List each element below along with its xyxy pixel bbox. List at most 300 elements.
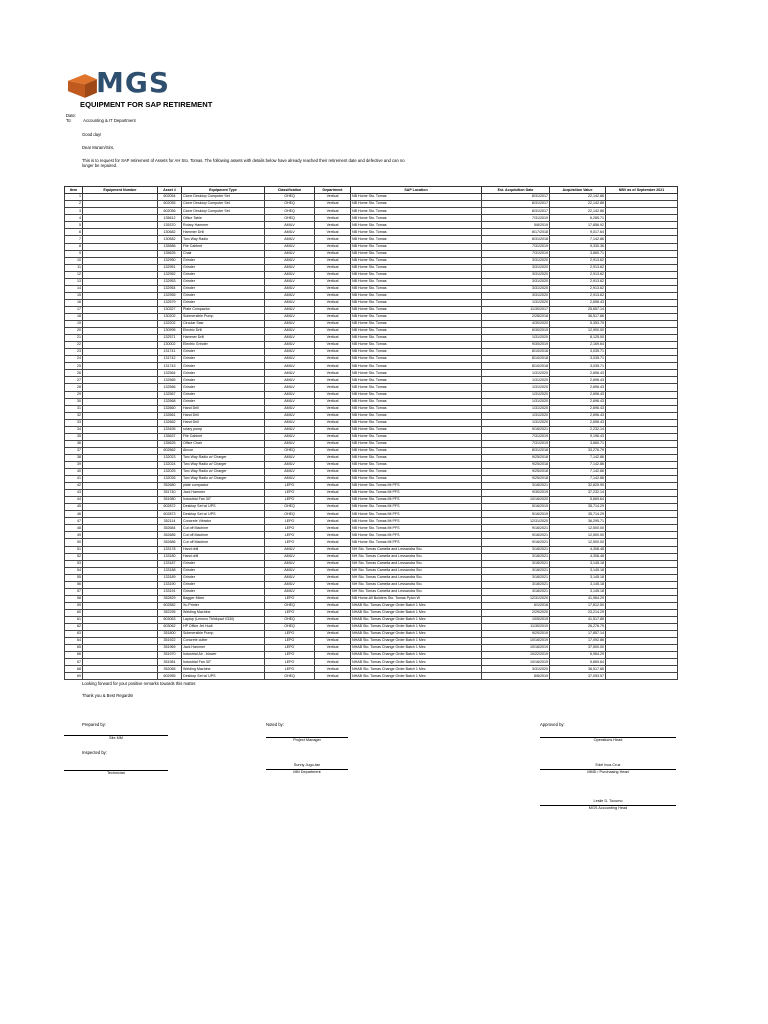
classification-cell: OHEQ bbox=[265, 194, 315, 201]
nbv-value-cell bbox=[606, 476, 678, 483]
nbv-value-cell bbox=[606, 250, 678, 257]
equipment-number-cell bbox=[83, 546, 158, 553]
acquisition-date-cell: 12/31/2020 bbox=[482, 595, 550, 602]
department-cell: Vertical bbox=[315, 236, 351, 243]
classification-cell: AMILV bbox=[265, 363, 315, 370]
classification-cell: AMILV bbox=[265, 419, 315, 426]
acquisition-date-cell: 8/31/2017 bbox=[482, 201, 550, 208]
acquisition-date-cell: 3/31/2020 bbox=[482, 264, 550, 271]
classification-cell: OHEQ bbox=[265, 208, 315, 215]
approved-title: Operations Head bbox=[593, 738, 623, 742]
department-cell: Vertical bbox=[315, 405, 351, 412]
classification-cell: AMILV bbox=[265, 349, 315, 356]
department-cell: Vertical bbox=[315, 398, 351, 405]
nbv-value-cell bbox=[606, 321, 678, 328]
body-line: This is to request for SAP retirement of Assets for AH Sto. Tomas. The following assets with details below have already reached their retirement date and defective and can no bbox=[82, 158, 405, 163]
equipment-type-cell: Rotary Hammer bbox=[182, 222, 265, 229]
equipment-number-cell bbox=[83, 433, 158, 440]
table-body bbox=[65, 194, 678, 680]
asset-number-cell: 602056 bbox=[158, 208, 182, 215]
classification-cell: AMILV bbox=[265, 567, 315, 574]
equipment-type-cell: Grinder bbox=[182, 264, 265, 271]
asset-number-cell: 351981 bbox=[158, 659, 182, 666]
acquisition-value-cell: 4,308.48 bbox=[550, 546, 606, 553]
acquisition-value-cell: 41,964.29 bbox=[550, 595, 606, 602]
equipment-number-cell bbox=[83, 532, 158, 539]
table-row bbox=[65, 553, 678, 560]
asset-number-cell: 133188 bbox=[158, 567, 182, 574]
nbv-value-cell bbox=[606, 306, 678, 313]
item-number-cell: 14 bbox=[65, 285, 83, 292]
nbv-value-cell bbox=[606, 236, 678, 243]
asset-number-cell: 132566 bbox=[158, 384, 182, 391]
acquisition-value-cell: 17,857.14 bbox=[550, 631, 606, 638]
acquisition-value-cell: 36,517.86 bbox=[550, 313, 606, 320]
classification-cell: AMILV bbox=[265, 243, 315, 250]
equipment-type-cell: Industrial Fan 30" bbox=[182, 659, 265, 666]
acquisition-value-cell: 2,913.62 bbox=[550, 257, 606, 264]
asset-number-cell: 132955 bbox=[158, 292, 182, 299]
department-cell: Vertical bbox=[315, 476, 351, 483]
asset-number-cell: 133178 bbox=[158, 546, 182, 553]
asset-number-cell: 603063 bbox=[158, 617, 182, 624]
equipment-type-cell: Aircon bbox=[182, 447, 265, 454]
item-number-cell: 53 bbox=[65, 560, 83, 567]
nbv-value-cell bbox=[606, 567, 678, 574]
table-row bbox=[65, 384, 678, 391]
acquisition-date-cell: 8/10/2018 bbox=[482, 349, 550, 356]
nbv-value-cell bbox=[606, 299, 678, 306]
acquisition-value-cell: 7,142.86 bbox=[550, 461, 606, 468]
nbv-value-cell bbox=[606, 560, 678, 567]
equipment-number-cell bbox=[83, 490, 158, 497]
department-cell: Vertical bbox=[315, 532, 351, 539]
table-row bbox=[65, 377, 678, 384]
asset-number-cell: 130995 bbox=[158, 328, 182, 335]
acquisition-value-cell: 17,092.86 bbox=[550, 638, 606, 645]
classification-cell: AMILV bbox=[265, 454, 315, 461]
equipment-type-cell: Grinder bbox=[182, 588, 265, 595]
classification-cell: AMILV bbox=[265, 426, 315, 433]
nbv-value-cell bbox=[606, 433, 678, 440]
nbv-value-cell bbox=[606, 447, 678, 454]
sap-location-cell: NB Home Sto. Tomas Mt PFS bbox=[351, 539, 482, 546]
nbv-value-cell bbox=[606, 483, 678, 490]
classification-cell: LEPO bbox=[265, 609, 315, 616]
item-number-cell: 64 bbox=[65, 638, 83, 645]
department-cell: Vertical bbox=[315, 454, 351, 461]
equipment-number-cell bbox=[83, 447, 158, 454]
sap-location-cell: NB Home Sto. Tomas Mt PFS bbox=[351, 518, 482, 525]
asset-number-cell: 133191 bbox=[158, 588, 182, 595]
body-paragraph bbox=[82, 158, 452, 168]
item-number-cell: 54 bbox=[65, 567, 83, 574]
equipment-type-cell: Plate Compactor bbox=[182, 306, 265, 313]
asset-number-cell: 352295 bbox=[158, 609, 182, 616]
column-header: NBV as of September 2021 bbox=[606, 187, 678, 194]
nbv-value-cell bbox=[606, 518, 678, 525]
asset-number-cell: 135625 bbox=[158, 250, 182, 257]
item-number-cell: 8 bbox=[65, 243, 83, 250]
acquisition-date-cell: 8/31/2018 bbox=[482, 447, 550, 454]
acquisition-date-cell: 3/18/2021 bbox=[482, 567, 550, 574]
asset-number-cell: 132565 bbox=[158, 377, 182, 384]
equipment-number-cell bbox=[83, 243, 158, 250]
asset-number-cell: 132950 bbox=[158, 257, 182, 264]
equipment-type-cell: Cut off Machine bbox=[182, 532, 265, 539]
acquisition-date-cell: 2/29/2020 bbox=[482, 609, 550, 616]
sap-location-cell: NB Home Sto. Tomas bbox=[351, 229, 482, 236]
equipment-number-cell bbox=[83, 292, 158, 299]
acquisition-value-cell: 2,913.62 bbox=[550, 285, 606, 292]
table-row bbox=[65, 638, 678, 645]
item-number-cell: 50 bbox=[65, 539, 83, 546]
classification-cell: AMILV bbox=[265, 433, 315, 440]
classification-cell: LEPO bbox=[265, 638, 315, 645]
item-number-cell: 16 bbox=[65, 299, 83, 306]
classification-cell: OHEQ bbox=[265, 617, 315, 624]
item-number-cell: 9 bbox=[65, 250, 83, 257]
item-number-cell: 43 bbox=[65, 490, 83, 497]
equipment-number-cell bbox=[83, 638, 158, 645]
equipment-type-cell: Industrial Fan 30" bbox=[182, 497, 265, 504]
acquisition-value-cell: 2,696.43 bbox=[550, 398, 606, 405]
sap-location-cell: NHAB Sto. Tomas Change Order Batch 1 Mec bbox=[351, 645, 482, 652]
acquisition-value-cell: 5,669.64 bbox=[550, 659, 606, 666]
department-cell: Vertical bbox=[315, 581, 351, 588]
equipment-type-cell: Hand Drill bbox=[182, 419, 265, 426]
sap-location-cell: NB Home Sto. Tomas Mt PFS bbox=[351, 483, 482, 490]
equipment-type-cell: Two Way Radio w/ Charger bbox=[182, 454, 265, 461]
item-number-cell: 37 bbox=[65, 447, 83, 454]
classification-cell: AMILV bbox=[265, 391, 315, 398]
item-number-cell: 10 bbox=[65, 257, 83, 264]
nbv-value-cell bbox=[606, 335, 678, 342]
classification-cell: AMILV bbox=[265, 370, 315, 377]
equipment-number-cell bbox=[83, 581, 158, 588]
equipment-number-cell bbox=[83, 342, 158, 349]
department-cell: Vertical bbox=[315, 645, 351, 652]
item-number-cell: 36 bbox=[65, 440, 83, 447]
asset-number-cell: 132951 bbox=[158, 264, 182, 271]
equipment-type-cell: Two Way Radio w/ Charger bbox=[182, 461, 265, 468]
acquisition-date-cell: 9/16/2021 bbox=[482, 539, 550, 546]
acquisition-date-cell: 7/31/2019 bbox=[482, 243, 550, 250]
asset-number-cell: 351740 bbox=[158, 490, 182, 497]
column-header: Equipment Type bbox=[182, 187, 265, 194]
item-number-cell: 25 bbox=[65, 363, 83, 370]
department-cell: Vertical bbox=[315, 560, 351, 567]
asset-number-cell: 132662 bbox=[158, 419, 182, 426]
nbv-value-cell bbox=[606, 384, 678, 391]
sap-location-cell: NB Home Sto. Tomas Mt PFS bbox=[351, 504, 482, 511]
acquisition-value-cell: 3,035.71 bbox=[550, 363, 606, 370]
table-row bbox=[65, 525, 678, 532]
table-row bbox=[65, 222, 678, 229]
table-row bbox=[65, 363, 678, 370]
department-cell: Vertical bbox=[315, 349, 351, 356]
acquisition-date-cell: 8/17/2018 bbox=[482, 229, 550, 236]
sap-location-cell: NHAB Sto. Tomas Change Order Batch 1 Mec bbox=[351, 652, 482, 659]
department-cell: Vertical bbox=[315, 511, 351, 518]
equipment-number-cell bbox=[83, 398, 158, 405]
department-cell: Vertical bbox=[315, 321, 351, 328]
sap-location-cell: NB Home Sto. Tomas bbox=[351, 419, 482, 426]
equipment-number-cell bbox=[83, 469, 158, 476]
nbv-value-cell bbox=[606, 405, 678, 412]
acquisition-date-cell: 9/30/2019 bbox=[482, 342, 550, 349]
department-cell: Vertical bbox=[315, 553, 351, 560]
classification-cell: AMILV bbox=[265, 574, 315, 581]
acquisition-date-cell: 8/31/2017 bbox=[482, 208, 550, 215]
acquisition-value-cell: 37,053.57 bbox=[550, 673, 606, 680]
department-cell: Vertical bbox=[315, 631, 351, 638]
asset-number-cell: 132953 bbox=[158, 278, 182, 285]
equipment-type-cell: Electric Drill bbox=[182, 328, 265, 335]
table-row bbox=[65, 617, 678, 624]
equipment-type-cell: Submersible Pump bbox=[182, 313, 265, 320]
acquisition-date-cell: 9/30/2019 bbox=[482, 490, 550, 497]
sap-location-cell: NHAB Sto. Tomas Change Order Batch 1 Mec bbox=[351, 631, 482, 638]
sap-location-cell: NH Sto. Tomas Camella and Lessandra Sto. bbox=[351, 560, 482, 567]
acquisition-date-cell: 11/30/2019 bbox=[482, 624, 550, 631]
equipment-number-cell bbox=[83, 356, 158, 363]
nbv-value-cell bbox=[606, 673, 678, 680]
sap-location-cell: NB Home Sto. Tomas bbox=[351, 257, 482, 264]
equipment-type-cell: Laptop (Lenovo Thinkpad V330) bbox=[182, 617, 265, 624]
acquisition-value-cell: 36,517.86 bbox=[550, 666, 606, 673]
sap-location-cell: NB Home Sto. Tomas bbox=[351, 243, 482, 250]
table-row bbox=[65, 391, 678, 398]
equipment-type-cell: Grinder bbox=[182, 257, 265, 264]
nbv-value-cell bbox=[606, 602, 678, 609]
item-number-cell: 60 bbox=[65, 609, 83, 616]
classification-cell: OHEQ bbox=[265, 511, 315, 518]
equipment-number-cell bbox=[83, 560, 158, 567]
sap-location-cell: NB Home Sto. Tomas Mt PFS bbox=[351, 532, 482, 539]
nbv-value-cell bbox=[606, 391, 678, 398]
classification-cell: LEPO bbox=[265, 483, 315, 490]
item-number-cell: 1 bbox=[65, 194, 83, 201]
department-cell: Vertical bbox=[315, 356, 351, 363]
classification-cell: OHEQ bbox=[265, 201, 315, 208]
asset-number-cell: 132023 bbox=[158, 454, 182, 461]
sap-location-cell: NB Home Sto. Tomas bbox=[351, 440, 482, 447]
acquisition-date-cell: 10/16/2020 bbox=[482, 497, 550, 504]
acquisition-value-cell: 35,714.29 bbox=[550, 511, 606, 518]
table-row bbox=[65, 567, 678, 574]
equipment-type-cell: Industrial Air - blower bbox=[182, 652, 265, 659]
sap-location-cell: NB Home Sto. Tomas bbox=[351, 426, 482, 433]
classification-cell: AMILV bbox=[265, 461, 315, 468]
item-number-cell: 57 bbox=[65, 588, 83, 595]
nbv-value-cell bbox=[606, 356, 678, 363]
asset-number-cell: 603062 bbox=[158, 624, 182, 631]
asset-number-cell: 602054 bbox=[158, 194, 182, 201]
table-row bbox=[65, 405, 678, 412]
sap-location-cell: NB Home Sto. Tomas bbox=[351, 222, 482, 229]
accounting-title: MGS Accounting Head bbox=[588, 806, 628, 810]
classification-cell: LEPO bbox=[265, 595, 315, 602]
equipment-type-cell: Concrete cutter bbox=[182, 638, 265, 645]
classification-cell: AMILV bbox=[265, 546, 315, 553]
asset-number-cell: 133189 bbox=[158, 574, 182, 581]
equipment-number-cell bbox=[83, 419, 158, 426]
acquisition-value-cell: 2,696.43 bbox=[550, 299, 606, 306]
classification-cell: LEPO bbox=[265, 645, 315, 652]
department-cell: Vertical bbox=[315, 433, 351, 440]
acquisition-date-cell: 9/16/2021 bbox=[482, 532, 550, 539]
classification-cell: AMILV bbox=[265, 285, 315, 292]
table-row bbox=[65, 313, 678, 320]
classification-cell: OHEQ bbox=[265, 624, 315, 631]
closing-regards: Thank you & Best Regards! bbox=[82, 693, 134, 698]
nbv-value-cell bbox=[606, 539, 678, 546]
table-row bbox=[65, 328, 678, 335]
equipment-number-cell bbox=[83, 194, 158, 201]
asset-number-cell: 351970 bbox=[158, 652, 182, 659]
acquisition-value-cell: 4,308.48 bbox=[550, 553, 606, 560]
equipment-number-cell bbox=[83, 236, 158, 243]
nbv-value-cell bbox=[606, 419, 678, 426]
equipment-type-cell: Cut off Machine bbox=[182, 525, 265, 532]
equipment-type-cell: File Cabinet bbox=[182, 243, 265, 250]
equipment-type-cell: Circular Saw bbox=[182, 321, 265, 328]
item-number-cell: 68 bbox=[65, 666, 83, 673]
asset-number-cell: 132024 bbox=[158, 461, 182, 468]
sap-location-cell: NB Home Sto. Tomas bbox=[351, 313, 482, 320]
equipment-type-cell: Hand drill bbox=[182, 553, 265, 560]
equipment-type-cell: Office Table bbox=[182, 215, 265, 222]
classification-cell: LEPO bbox=[265, 631, 315, 638]
acquisition-date-cell: 1/31/2020 bbox=[482, 419, 550, 426]
department-cell: Vertical bbox=[315, 469, 351, 476]
department-cell: Vertical bbox=[315, 271, 351, 278]
acquisition-value-cell: 41,517.86 bbox=[550, 617, 606, 624]
equipment-number-cell bbox=[83, 617, 158, 624]
department-cell: Vertical bbox=[315, 638, 351, 645]
table-row bbox=[65, 476, 678, 483]
item-number-cell: 19 bbox=[65, 321, 83, 328]
asset-number-cell: 602582 bbox=[158, 602, 182, 609]
table-row bbox=[65, 574, 678, 581]
acquisition-date-cell: 1/31/2020 bbox=[482, 377, 550, 384]
acquisition-date-cell: 9/25/2018 bbox=[482, 461, 550, 468]
asset-number-cell: 132564 bbox=[158, 370, 182, 377]
table-row bbox=[65, 433, 678, 440]
acquisition-value-cell: 3,145.18 bbox=[550, 574, 606, 581]
equipment-type-cell: Clone Desktop Computer Set bbox=[182, 194, 265, 201]
department-cell: Vertical bbox=[315, 518, 351, 525]
sap-location-cell: NB Home Sto. Tomas bbox=[351, 215, 482, 222]
department-cell: Vertical bbox=[315, 250, 351, 257]
asset-number-cell: 135625 bbox=[158, 440, 182, 447]
nbv-value-cell bbox=[606, 511, 678, 518]
equipment-number-cell bbox=[83, 215, 158, 222]
department-cell: Vertical bbox=[315, 490, 351, 497]
acquisition-value-cell: 3,145.18 bbox=[550, 567, 606, 574]
equipment-type-cell: Office Chair bbox=[182, 440, 265, 447]
nbv-value-cell bbox=[606, 313, 678, 320]
classification-cell: AMILV bbox=[265, 581, 315, 588]
equipment-type-cell: Bagger Mixer bbox=[182, 595, 265, 602]
equipment-number-cell bbox=[83, 201, 158, 208]
acquisition-date-cell: 9/25/2018 bbox=[482, 454, 550, 461]
asset-number-cell: 130327 bbox=[158, 306, 182, 313]
acquisition-date-cell: 5/16/2019 bbox=[482, 511, 550, 518]
classification-cell: AMILV bbox=[265, 264, 315, 271]
equipment-number-cell bbox=[83, 250, 158, 257]
approved-by-label: Approved by: bbox=[540, 722, 565, 727]
department-cell: Vertical bbox=[315, 447, 351, 454]
table-row bbox=[65, 631, 678, 638]
classification-cell: LEPO bbox=[265, 532, 315, 539]
acquisition-value-cell: 3,145.18 bbox=[550, 560, 606, 567]
sap-location-cell: NH Sto. Tomas Camella and Lessandra Sto. bbox=[351, 574, 482, 581]
acquisition-date-cell: 3/31/2020 bbox=[482, 292, 550, 299]
asset-number-cell: 602872 bbox=[158, 504, 182, 511]
table-row bbox=[65, 504, 678, 511]
nbv-value-cell bbox=[606, 229, 678, 236]
equipment-number-cell bbox=[83, 483, 158, 490]
acquisition-date-cell: 3/18/2021 bbox=[482, 546, 550, 553]
item-number-cell: 31 bbox=[65, 405, 83, 412]
table-row bbox=[65, 342, 678, 349]
acquisition-date-cell: 3/31/2020 bbox=[482, 285, 550, 292]
asset-number-cell: 132661 bbox=[158, 412, 182, 419]
item-number-cell: 45 bbox=[65, 504, 83, 511]
equipment-type-cell: Electric Grinder bbox=[182, 342, 265, 349]
equipment-type-cell: HP Office Jet Hudi bbox=[182, 624, 265, 631]
classification-cell: AMILV bbox=[265, 405, 315, 412]
asset-number-cell: 132567 bbox=[158, 391, 182, 398]
department-cell: Vertical bbox=[315, 363, 351, 370]
acquisition-date-cell: 3/18/2021 bbox=[482, 574, 550, 581]
asset-number-cell: 352685 bbox=[158, 532, 182, 539]
classification-cell: AMILV bbox=[265, 384, 315, 391]
department-cell: Vertical bbox=[315, 588, 351, 595]
acquisition-value-cell: 33,276.79 bbox=[550, 447, 606, 454]
table-row bbox=[65, 461, 678, 468]
acquisition-value-cell: 22,142.86 bbox=[550, 194, 606, 201]
nbv-value-cell bbox=[606, 194, 678, 201]
acquisition-date-cell: 10/22/2019 bbox=[482, 652, 550, 659]
equipment-number-cell bbox=[83, 377, 158, 384]
classification-cell: AMILV bbox=[265, 222, 315, 229]
column-header: Department bbox=[315, 187, 351, 194]
nbv-value-cell bbox=[606, 454, 678, 461]
item-number-cell: 58 bbox=[65, 595, 83, 602]
classification-cell: AMILV bbox=[265, 292, 315, 299]
classification-cell: OHEQ bbox=[265, 673, 315, 680]
item-number-cell: 4 bbox=[65, 215, 83, 222]
acquisition-date-cell: 6/1/2018 bbox=[482, 602, 550, 609]
table-row bbox=[65, 398, 678, 405]
item-number-cell: 47 bbox=[65, 518, 83, 525]
equipment-number-cell bbox=[83, 624, 158, 631]
equipment-number-cell bbox=[83, 271, 158, 278]
table-row bbox=[65, 645, 678, 652]
nbv-value-cell bbox=[606, 342, 678, 349]
asset-number-cell: 351980 bbox=[158, 497, 182, 504]
table-row bbox=[65, 483, 678, 490]
acquisition-date-cell: 10/16/2019 bbox=[482, 645, 550, 652]
equipment-number-cell bbox=[83, 631, 158, 638]
nbv-value-cell bbox=[606, 328, 678, 335]
equipment-number-cell bbox=[83, 370, 158, 377]
sap-location-cell: NH Sto. Tomas Camella and Lessandra Sto. bbox=[351, 567, 482, 574]
sap-location-cell: NB Home Sto. Tomas bbox=[351, 236, 482, 243]
